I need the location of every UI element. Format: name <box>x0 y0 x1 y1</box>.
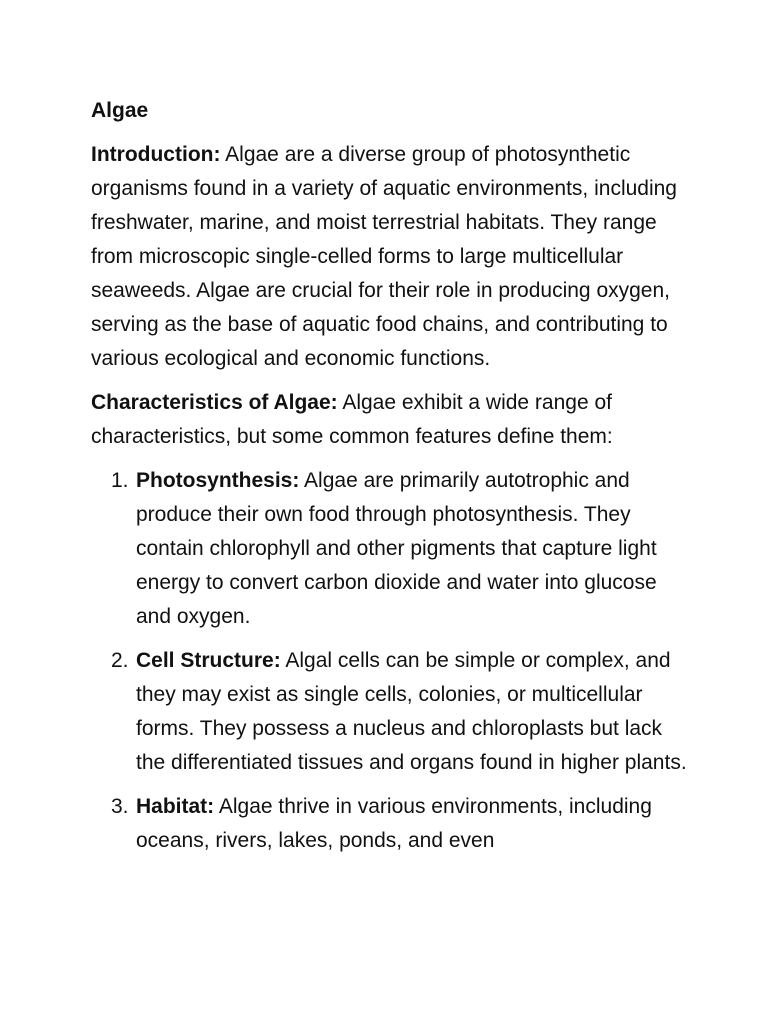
characteristics-paragraph <box>91 386 691 454</box>
list-item-text: Algal cells can be simple or complex, and they may exist as single cells, colonies, or multicellular forms. They possess a nucleus and chloroplasts but lack the differentiated tissues and organs found in higher plants. <box>136 649 687 774</box>
list-item-number: 1. <box>111 469 129 492</box>
characteristics-label: Characteristics of Algae: <box>91 391 338 414</box>
list-item-text: Algae are primarily autotrophic and produce their own food through photosynthesis. They contain chlorophyll and other pigments that capture light energy to convert carbon dioxide and water into glucose and oxygen. <box>136 469 657 628</box>
list-item-label: Habitat: <box>136 795 215 818</box>
intro-label: Introduction: <box>91 143 221 166</box>
characteristics-text: Algae exhibit a wide range of characteristics, but some common features define them: <box>91 391 613 448</box>
list-item-number: 3. <box>111 795 129 818</box>
document-title: Algae <box>91 99 149 122</box>
list-item <box>91 790 691 858</box>
list-item-number: 2. <box>111 649 129 672</box>
list-item-label: Cell Structure: <box>136 649 281 672</box>
list-item-text: Algae thrive in various environments, including oceans, rivers, lakes, ponds, and even <box>136 795 652 852</box>
list-item <box>91 644 691 780</box>
list-item-label: Photosynthesis: <box>136 469 300 492</box>
document-body <box>91 94 691 868</box>
characteristics-list <box>91 464 691 858</box>
intro-text: Algae are a diverse group of photosynthetic organisms found in a variety of aquatic environments, including freshwater, marine, and moist terrestrial habitats. They range from microscopic single-celled forms to large multicellular seaweeds. Algae are crucial for their role in producing oxygen, serving as the base of aquatic food chains, and contributing to various ecological and economic functions. <box>91 143 677 370</box>
intro-paragraph <box>91 138 691 376</box>
list-item <box>91 464 691 634</box>
